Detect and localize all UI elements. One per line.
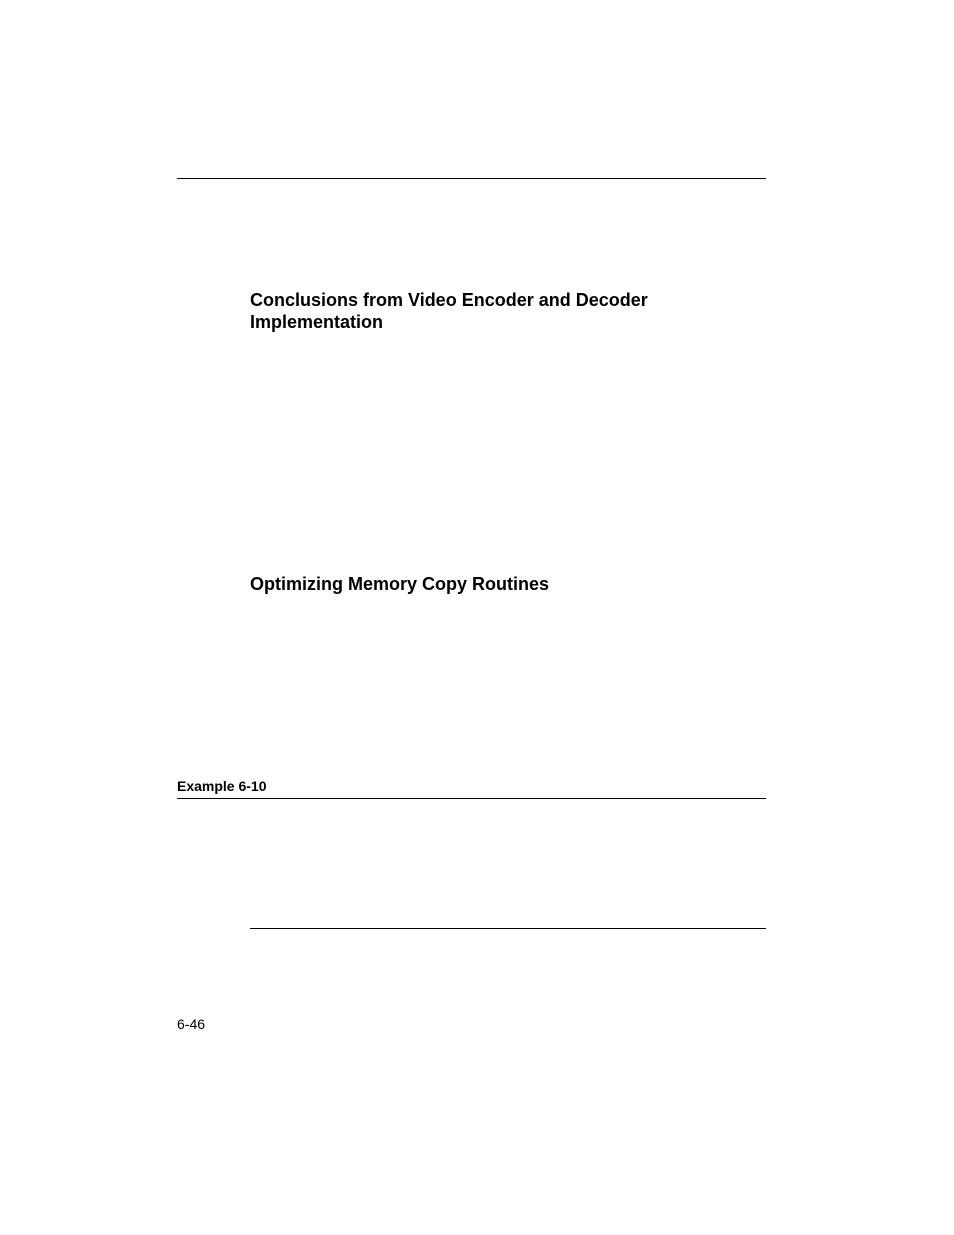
- page-number: 6-46: [177, 1016, 206, 1032]
- section-heading-line: Implementation: [250, 312, 384, 332]
- section-heading-conclusions: [250, 289, 730, 333]
- example-bottom-rule: [250, 928, 766, 929]
- header-rule: [177, 178, 766, 179]
- example-caption: Example 6-10: [177, 778, 267, 794]
- section-heading-line: Conclusions from Video Encoder and Decoder: [250, 290, 648, 310]
- example-top-rule: [177, 798, 766, 799]
- section-heading-memory-copy: Optimizing Memory Copy Routines: [250, 574, 550, 594]
